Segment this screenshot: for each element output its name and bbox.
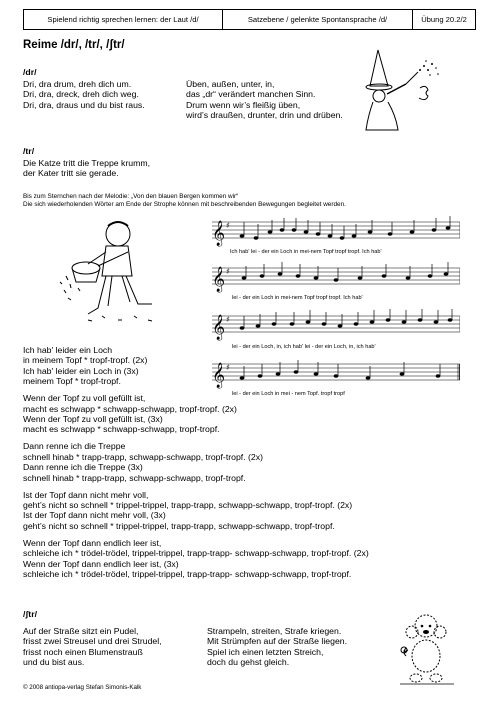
text-line: geht’s nicht so schnell * trippel-trippel, trapp-trapp, schwapp-schwapp, tropf-tropf. xyxy=(23,520,335,531)
text-line: Ist der Topf dann nicht mehr voll, (3x) xyxy=(23,510,166,521)
text-line: in meinem Topf * tropf-tropf. (2x) xyxy=(23,355,148,366)
dr-right xyxy=(186,79,343,121)
svg-text:♯: ♯ xyxy=(226,221,230,230)
text-line: schnell hinab * trapp-trapp, schwapp-schwapp, tropf-tropf. (2x) xyxy=(23,451,263,462)
text-line: Dann renne ich die Treppe (3x) xyxy=(23,462,143,473)
text-line: Ich hab' leider ein Loch xyxy=(23,345,113,355)
lyrics-line-3: lei - der ein Loch, in, ich hab' lei - der ein Loch, in, ich hab' xyxy=(232,344,376,350)
text-line: Dri, dra drum, dreh dich um. xyxy=(23,79,132,89)
text-line: Spiel ich einen letzten Streich, xyxy=(207,646,324,657)
text-line: Bis zum Sternchen nach der Melodie: „Von den blauen Bergen kommen wir“ xyxy=(23,193,239,200)
dr-heading: /dr/ xyxy=(23,67,37,77)
text-line: Wenn der Topf dann endlich leer ist, (3x) xyxy=(23,558,179,569)
text-line: Dri, dra, draus und du bist raus. xyxy=(23,99,145,110)
lyrics-line-4: lei - der ein Loch in mei - nem Topf. tropf tropf xyxy=(232,391,345,397)
text-line: schleiche ich * trödel-trödel, trippel-trippel, trapp-trapp- schwapp-schwapp, tropf-tropf. (2x) xyxy=(23,548,369,559)
text-line: Dann renne ich die Treppe xyxy=(23,441,126,452)
text-line: geht’s nicht so schnell * trippel-trippel, trapp-trapp, schwapp-schwapp, tropf-tropf. (2x) xyxy=(23,500,353,511)
text-line: schleiche ich * trödel-trödel, trippel-trippel, trapp-trapp- schwapp-schwapp, tropf-tropf. xyxy=(23,569,352,580)
text-line: der Kater tritt sie gerade. xyxy=(23,168,119,179)
stanza xyxy=(23,393,369,435)
text-line: Auf der Straße sitzt ein Pudel, xyxy=(23,626,139,636)
text-line: doch du gehst gleich. xyxy=(207,657,290,668)
header-right: Übung 20.2/2 xyxy=(421,15,467,24)
verses xyxy=(23,345,369,586)
music-staff-1 xyxy=(212,214,460,254)
text-line: meinem Topf * tropf-tropf. xyxy=(23,376,121,387)
music-staff-3 xyxy=(212,308,460,348)
text-line: Drum wenn wir’s fleißig üben, xyxy=(186,99,301,110)
header-middle: Satzebene / gelenkte Spontansprache /d/ xyxy=(223,10,413,29)
wizard-illustration xyxy=(358,44,458,132)
text-line: Mit Strümpfen auf der Straße liegen. xyxy=(207,636,348,647)
text-line: Wenn der Topf zu voll gefüllt ist, (3x) xyxy=(23,414,163,425)
text-line: schnell hinab * trapp-trapp, schwapp-schwapp, tropf-tropf. xyxy=(23,472,246,483)
header-left: Spielend richtig sprechen lernen: der Laut /d/ xyxy=(24,10,223,29)
tr-heading: /tr/ xyxy=(23,146,35,156)
boy-with-pot-illustration xyxy=(58,216,178,336)
copyright: © 2008 antiopa-verlag Stefan Simonis-Kalk xyxy=(23,684,142,691)
text-line: frisst noch einen Blumenstrauß xyxy=(23,646,143,657)
text-line: Üben, außen, unter, in, xyxy=(186,79,275,89)
header-table xyxy=(23,9,476,30)
stanza xyxy=(23,345,369,387)
instructions xyxy=(23,193,346,209)
lyrics-line-1: Ich hab' lei - der ein Loch in mei-nem Topf tropf tropf. Ich hab' xyxy=(230,249,382,255)
lyrics-line-2: lei - der ein Loch in mei-nem Topf tropf tropf. Ich hab' xyxy=(232,295,363,301)
text-line: das „dr“ verändert manchen Sinn. xyxy=(186,89,316,100)
text-line: Wenn der Topf dann endlich leer ist, xyxy=(23,537,162,548)
stanza xyxy=(23,441,369,483)
svg-text:♯: ♯ xyxy=(226,363,230,372)
text-line: Die sich wiederholenden Wörter am Ende der Strophe können mit beschreibenden Bewegungen begleitet werden. xyxy=(23,201,346,209)
text-line: Ich hab' leider ein Loch in (3x) xyxy=(23,365,139,376)
str-left xyxy=(23,626,162,668)
svg-text:♯: ♯ xyxy=(226,315,230,324)
dr-left xyxy=(23,79,145,110)
text-line: Dri, dra, dreck, dreh dich weg. xyxy=(23,89,139,100)
svg-text:♯: ♯ xyxy=(226,267,230,276)
svg-text:𝄞: 𝄞 xyxy=(212,267,226,292)
text-line: macht es schwapp * schwapp-schwapp, tropf-tropf. (2x) xyxy=(23,403,237,414)
tr-text xyxy=(23,158,150,179)
text-line: Strampeln, streiten, Strafe kriegen. xyxy=(207,626,342,636)
stanza xyxy=(23,538,369,580)
text-line: und du bist aus. xyxy=(23,657,85,668)
str-heading: /ʃtr/ xyxy=(23,609,37,619)
text-line: wird’s draußen, drunter, drin und drüben. xyxy=(186,110,343,121)
poodle-illustration xyxy=(396,612,458,688)
str-right xyxy=(207,626,347,668)
music-staff-2 xyxy=(212,260,460,300)
text-line: Ist der Topf dann nicht mehr voll, xyxy=(23,489,149,500)
text-line: Wenn der Topf zu voll gefüllt ist, xyxy=(23,393,146,404)
stanza xyxy=(23,490,369,532)
svg-text:𝄞: 𝄞 xyxy=(212,363,226,388)
svg-text:𝄞: 𝄞 xyxy=(212,221,226,246)
page-title: Reime /dr/, /tr/, /ʃtr/ xyxy=(23,39,125,51)
text-line: Die Katze tritt die Treppe krumm, xyxy=(23,158,150,168)
svg-text:𝄞: 𝄞 xyxy=(212,315,226,340)
text-line: frisst zwei Streusel und drei Strudel, xyxy=(23,636,162,647)
text-line: macht es schwapp * schwapp-schwapp, tropf-tropf. xyxy=(23,424,220,435)
